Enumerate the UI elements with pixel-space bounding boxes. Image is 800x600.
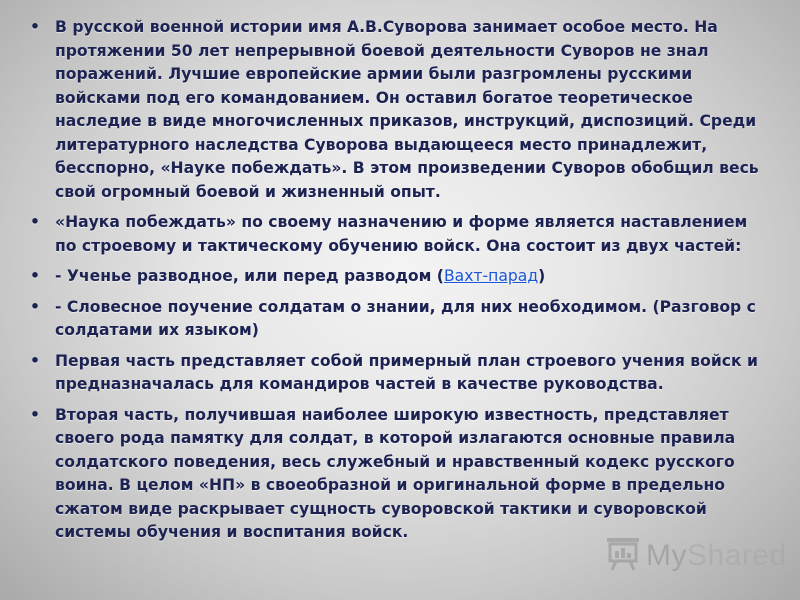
watermark-text	[646, 539, 787, 573]
watermark-part2: Shared	[687, 539, 787, 572]
bullet-item	[30, 350, 765, 397]
bullet-item	[30, 296, 765, 343]
bullet-text: «Наука побеждать» по своему назначению и форме является наставлением по строевому и тактическому обучению войск. Она состоит из двух частей:	[55, 213, 748, 255]
bullet-item	[30, 211, 765, 258]
myshared-watermark	[604, 536, 787, 576]
bullet-dot: •	[30, 351, 40, 370]
watermark-part1: My	[646, 539, 687, 572]
bullet-dot: •	[30, 267, 40, 285]
bullet-dot: •	[30, 405, 40, 424]
vakht-parad-link[interactable]: Вахт-парад	[443, 267, 539, 285]
bullet-text: - Словесное поучение солдатам о знании, для них необходимом. (Разговор с солдатами их языком)	[55, 297, 756, 339]
bullet-text: Первая часть представляет собой примерный план строевого учения войск и предназначалась для командиров частей в качестве руководства.	[55, 351, 758, 393]
bullet-text-suffix: )	[538, 267, 546, 285]
bullet-text: - Ученье разводное, или перед разводом (	[55, 267, 444, 285]
bullet-list	[30, 16, 765, 552]
bullet-dot: •	[30, 213, 40, 231]
bullet-dot: •	[30, 18, 40, 36]
bullet-dot: •	[30, 297, 40, 316]
bullet-text: В русской военной истории имя А.В.Суворова занимает особое место. На протяжении 50 лет непрерывной боевой деятельности Суворов не знал поражений. Лучшие европейские армии были разгромлены русскими войсками под его командованием. Он оставил богатое теоретическое наследие в виде многочисленных приказов, инструкций, диспозиций. Среди литературного наследства Суворова выдающееся место принадлежит, бесспорно, «Науке побеждать». В этом произведении Суворов обобщил весь свой огромный боевой и жизненный опыт.	[55, 18, 759, 201]
bullet-item	[30, 404, 765, 545]
bullet-text: Вторая часть, получившая наиболее широкую известность, представляет своего рода памятку для солдат, в которой излагаются основные правила солдатского поведения, весь служебный и нравственный кодекс русского воина. В целом «НП» в своеобразной и оригинальной форме в предельно сжатом виде раскрывает сущность суворовской тактики и суворовской системы обучения и воспитания войск.	[55, 405, 736, 541]
bullet-item	[30, 265, 765, 289]
bullet-item	[30, 16, 765, 204]
presentation-board-icon	[604, 536, 642, 576]
